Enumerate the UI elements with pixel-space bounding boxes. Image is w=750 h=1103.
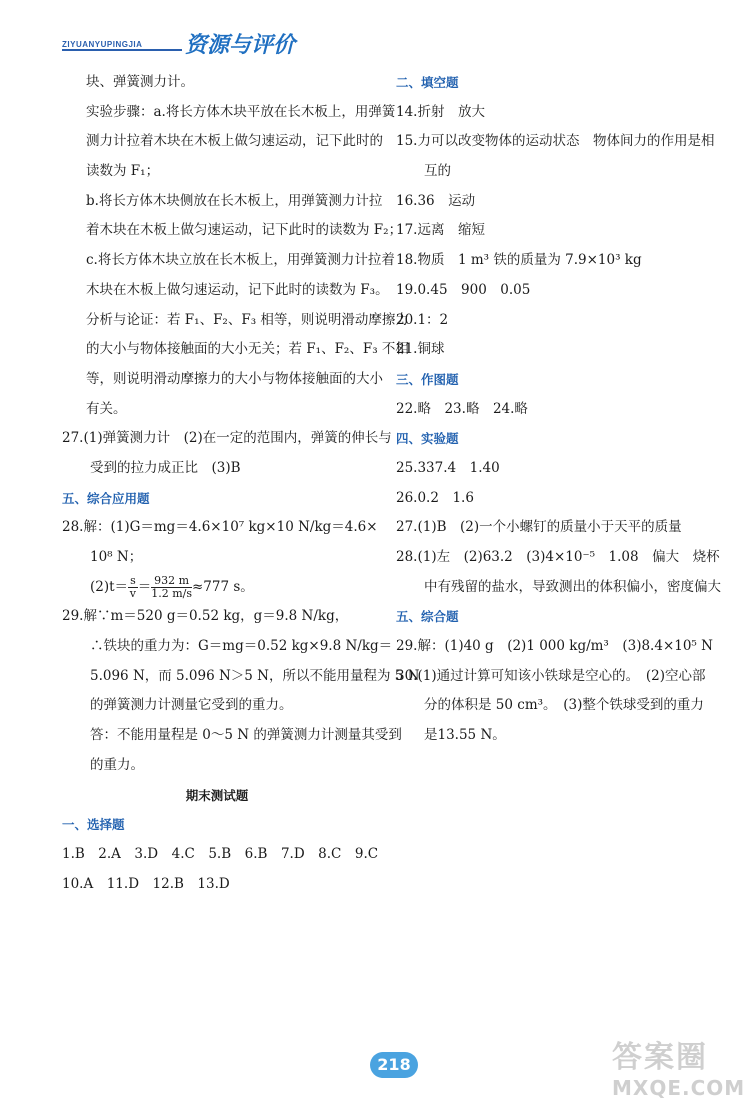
- formula-equals: ＝: [137, 578, 152, 595]
- text-line: 5.096 N，而 5.096 N＞5 N，所以不能用量程为 5 N: [90, 667, 420, 684]
- text-line: 的大小与物体接触面的大小无关；若 F₁、F₂、F₃ 不相: [86, 341, 409, 358]
- formula-line: [62, 573, 372, 603]
- text-line: c.将长方体木块立放在长木板上，用弹簧测力计拉着: [86, 252, 395, 269]
- fraction: [151, 575, 192, 600]
- fraction-denominator: v: [129, 586, 136, 600]
- text-line: 17.远离 缩短: [396, 222, 485, 239]
- text-line: 答：不能用量程是 0～5 N 的弹簧测力计测量其受到: [90, 727, 402, 744]
- text-line: 读数为 F₁；: [86, 163, 160, 180]
- text-line: 着木块在木板上做匀速运动，记下此时的读数为 F₂；: [86, 222, 403, 239]
- page-number: 218: [370, 1052, 418, 1078]
- text-line: 20.1：2: [396, 311, 449, 328]
- text-line: 28.(1)左 (2)63.2 (3)4×10⁻⁵ 1.08 偏大 烧杯: [396, 549, 720, 565]
- text-line: 19.0.45 900 0.05: [396, 281, 531, 298]
- text-line: 互的: [424, 163, 451, 180]
- text-line: 测力计拉着木块在木板上做匀速运动，记下此时的: [86, 133, 383, 150]
- section-heading: 一、选择题: [62, 817, 125, 833]
- right-column: [396, 68, 721, 751]
- answer-28: 28.解：(1)G＝mg＝4.6×10⁷ kg×10 N/kg＝4.6×: [62, 519, 378, 536]
- fraction-denominator: 1.2 m/s: [151, 586, 192, 600]
- answer-27: 27.(1)弹簧测力计 (2)在一定的范围内，弹簧的伸长与: [62, 430, 392, 447]
- watermark-logo: [612, 1032, 746, 1100]
- section-heading: 二、填空题: [396, 75, 459, 90]
- section-heading: 五、综合题: [396, 609, 459, 625]
- text-line: 22.略 23.略 24.略: [396, 400, 528, 417]
- fraction-numerator: 932 m: [151, 575, 192, 588]
- section-heading: 五、综合应用题: [62, 490, 150, 506]
- formula-suffix: ≈777 s。: [192, 578, 254, 595]
- answer-29: 29.解∵m＝520 g＝0.52 kg，g＝9.8 N/kg，: [62, 608, 349, 625]
- text-line: 10⁸ N；: [90, 549, 143, 565]
- left-column: [62, 68, 420, 899]
- text-line: 16.36 运动: [396, 192, 476, 209]
- text-line: 26.0.2 1.6: [396, 489, 474, 506]
- text-line: 25.337.4 1.40: [396, 459, 500, 476]
- text-line: ∴铁块的重力为：G＝mg＝0.52 kg×9.8 N/kg＝: [90, 638, 393, 655]
- text-line: 受到的拉力成正比 (3)B: [90, 459, 241, 476]
- text-line: 分析与论证：若 F₁、F₂、F₃ 相等，则说明滑动摩擦力: [86, 311, 409, 328]
- logo-pinyin: ZIYUANYUPINGJIA: [62, 40, 143, 49]
- text-line: 木块在木板上做匀速运动，记下此时的读数为 F₃。: [86, 281, 389, 298]
- watermark-top: 答案圈: [612, 1040, 708, 1075]
- text-line: 分的体积是 50 cm³。 (3)整个铁球受到的重力: [424, 697, 704, 714]
- fraction-numerator: s: [130, 573, 136, 587]
- choice-answers: 1.B 2.A 3.D 4.C 5.B 6.B 7.D 8.C 9.C: [62, 845, 379, 862]
- text-line: 是13.55 N。: [424, 727, 506, 744]
- text-line: b.将长方体木块侧放在长木板上，用弹簧测力计拉: [86, 192, 383, 209]
- text-line: 21.铜球: [396, 341, 445, 358]
- text-line: 实验步骤：a.将长方体木块平放在长木板上，用弹簧: [86, 103, 396, 120]
- text-line: 18.物质 1 m³ 铁的质量为 7.9×10³ kg: [396, 252, 642, 269]
- text-line: 等，则说明滑动摩擦力的大小与物体接触面的大小: [86, 370, 383, 387]
- text-line: 有关。: [86, 400, 127, 417]
- text-line: 30.(1)通过计算可知该小铁球是空心的。 (2)空心部: [396, 667, 706, 684]
- text-line: 27.(1)B (2)一个小螺钉的质量小于天平的质量: [396, 519, 682, 536]
- text-line: 15.力可以改变物体的运动状态 物体间力的作用是相: [396, 133, 715, 150]
- text-line: 块、弹簧测力计。: [86, 74, 194, 90]
- text-line: 29.解：(1)40 g (2)1 000 kg/m³ (3)8.4×10⁵ N: [396, 638, 713, 655]
- section-heading: 三、作图题: [396, 371, 459, 387]
- section-heading: 四、实验题: [396, 431, 459, 447]
- final-test-title: 期末测试题: [185, 787, 249, 803]
- text-line: 14.折射 放大: [396, 103, 485, 120]
- text-line: 中有残留的盐水，导致测出的体积偏小，密度偏大: [424, 578, 721, 595]
- text-line: 的重力。: [90, 756, 144, 773]
- watermark-bottom: MXQE.COM: [612, 1076, 746, 1100]
- choice-answers: 10.A 11.D 12.B 13.D: [62, 875, 230, 892]
- text-line: 的弹簧测力计测量它受到的重力。: [90, 697, 293, 714]
- header-logo: [50, 18, 310, 66]
- formula-prefix: (2)t＝: [90, 578, 129, 595]
- logo-title: 资源与评价: [185, 33, 296, 58]
- logo-arrow: [62, 49, 182, 51]
- fraction: [128, 575, 138, 600]
